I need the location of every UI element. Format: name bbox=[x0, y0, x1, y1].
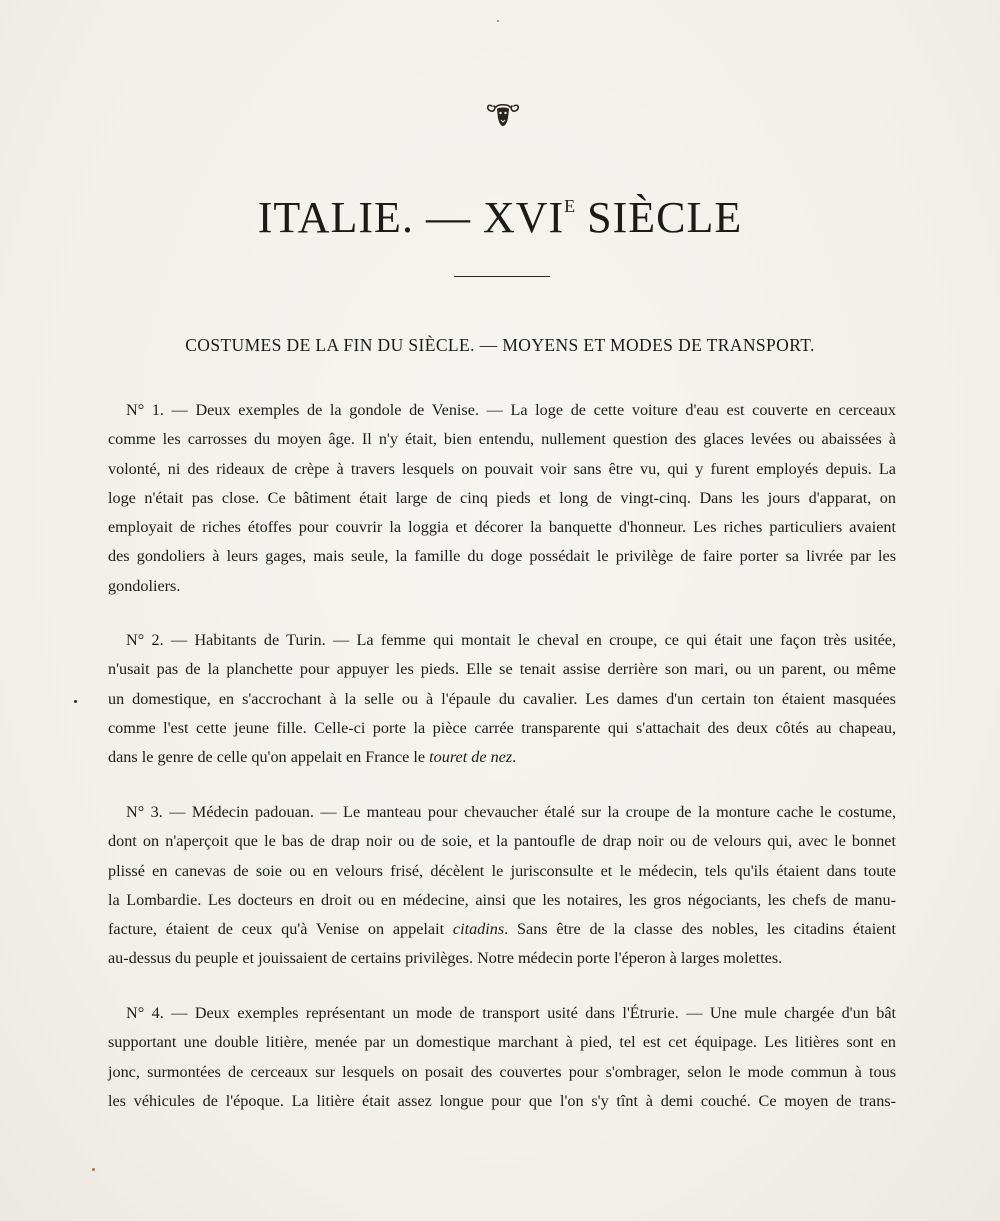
text-line: N° 1. — Deux exemples de la gondole de Venise. — La loge de cette voiture d'eau est couverte en cerceaux bbox=[126, 401, 896, 419]
text-line: la Lombardie. Les docteurs en droit ou en médecine, ainsi que les notaires, les gros négociants, les chefs de manu- bbox=[108, 890, 896, 909]
text-line: n'usait pas de la planchette pour appuyer les pieds. Elle se tenait assise derrière son mari, ou un parent, ou même bbox=[108, 660, 896, 679]
text-line: loge n'était pas close. Ce bâtiment était large de cinq pieds et long de vingt-cinq. Dans les jours d'apparat, on bbox=[108, 488, 896, 507]
paragraph-no1 bbox=[108, 396, 896, 601]
text-line: au-dessus du peuple et jouissaient de certains privilèges. Notre médecin porte l'éperon à larges molettes. bbox=[108, 949, 783, 968]
paragraph-no3 bbox=[108, 798, 896, 974]
text-line: comme les carrosses du moyen âge. Il n'y était, bien entendu, nullement question des glaces levées ou abaissées à bbox=[108, 430, 896, 449]
text-line: dans le genre de celle qu'on appelait en France le touret de nez. bbox=[108, 748, 517, 767]
text-line: dont on n'aperçoit que le bas de drap noir ou de soie, et la pantoufle de drap noir ou de velours qui, avec le bonnet bbox=[108, 832, 896, 851]
text-line: des gondoliers à leurs gages, mais seule, la famille du doge possédait le privilège de faire porter sa livrée par les bbox=[108, 547, 896, 566]
italic-term: touret de nez bbox=[429, 748, 513, 767]
text-line: supportant une double litière, menée par un domestique marchant à pied, tel est cet équipage. Les litières sont en bbox=[108, 1033, 896, 1052]
text-line: jonc, surmontées de cerceaux sur lesquels on posait des couvertes pour s'ombrager, selon le mode commun à tous bbox=[108, 1062, 896, 1081]
paragraph-no4 bbox=[108, 999, 896, 1116]
paper-speck bbox=[92, 1168, 95, 1171]
text-line: gondoliers. bbox=[108, 576, 181, 595]
text-line: N° 2. — Habitants de Turin. — La femme qui montait le cheval en croupe, ce qui était une façon très usitée, bbox=[126, 631, 896, 649]
text-line: volonté, ni des rideaux de crèpe à travers lesquels on pouvait voir sans être vu, qui y furent employés depuis. La bbox=[108, 459, 896, 478]
title-divider bbox=[454, 276, 550, 277]
goat-head-ornament-icon bbox=[484, 98, 522, 128]
text-line: comme l'est cette jeune fille. Celle-ci porte la pièce carrée transparente qui s'attachait des deux côtés au chapeau, bbox=[108, 718, 896, 737]
text-line: facture, étaient de ceux qu'à Venise on appelait citadins. Sans être de la classe des nobles, les citadins étaient bbox=[108, 920, 896, 939]
text-line: employait de riches étoffes pour couvrir la loggia et décorer la banquette d'honneur. Les riches particuliers avaient bbox=[108, 518, 896, 537]
text-line: les véhicules de l'époque. La litière était assez longue pour que l'on s'y tînt à demi couché. Ce moyen de trans- bbox=[108, 1091, 896, 1110]
paper-speck bbox=[74, 700, 77, 703]
paragraph-no2 bbox=[108, 626, 896, 772]
italic-term: citadins bbox=[452, 920, 505, 939]
section-subtitle: COSTUMES DE LA FIN DU SIÈCLE. — MOYENS ET MODES DE TRANSPORT. bbox=[185, 335, 815, 355]
text-line: un domestique, en s'accrochant à la selle ou à l'épaule du cavalier. Les dames d'un certain ton étaient masquées bbox=[108, 689, 896, 708]
paper-speck bbox=[497, 20, 499, 22]
text-line: N° 4. — Deux exemples représentant un mode de transport usité dans l'Étrurie. — Une mule chargée d'un bât bbox=[126, 1004, 896, 1022]
text-line: N° 3. — Médecin padouan. — Le manteau pour chevaucher étalé sur la croupe de la monture cache le costume, bbox=[126, 803, 896, 821]
text-line: plissé en canevas de soie ou en velours frisé, décèlent le jurisconsulte et le médecin, tels qu'ils étaient dans toute bbox=[108, 861, 896, 880]
page-title: ITALIE. — $XVI^E$ SIÈCLE bbox=[257, 193, 743, 242]
